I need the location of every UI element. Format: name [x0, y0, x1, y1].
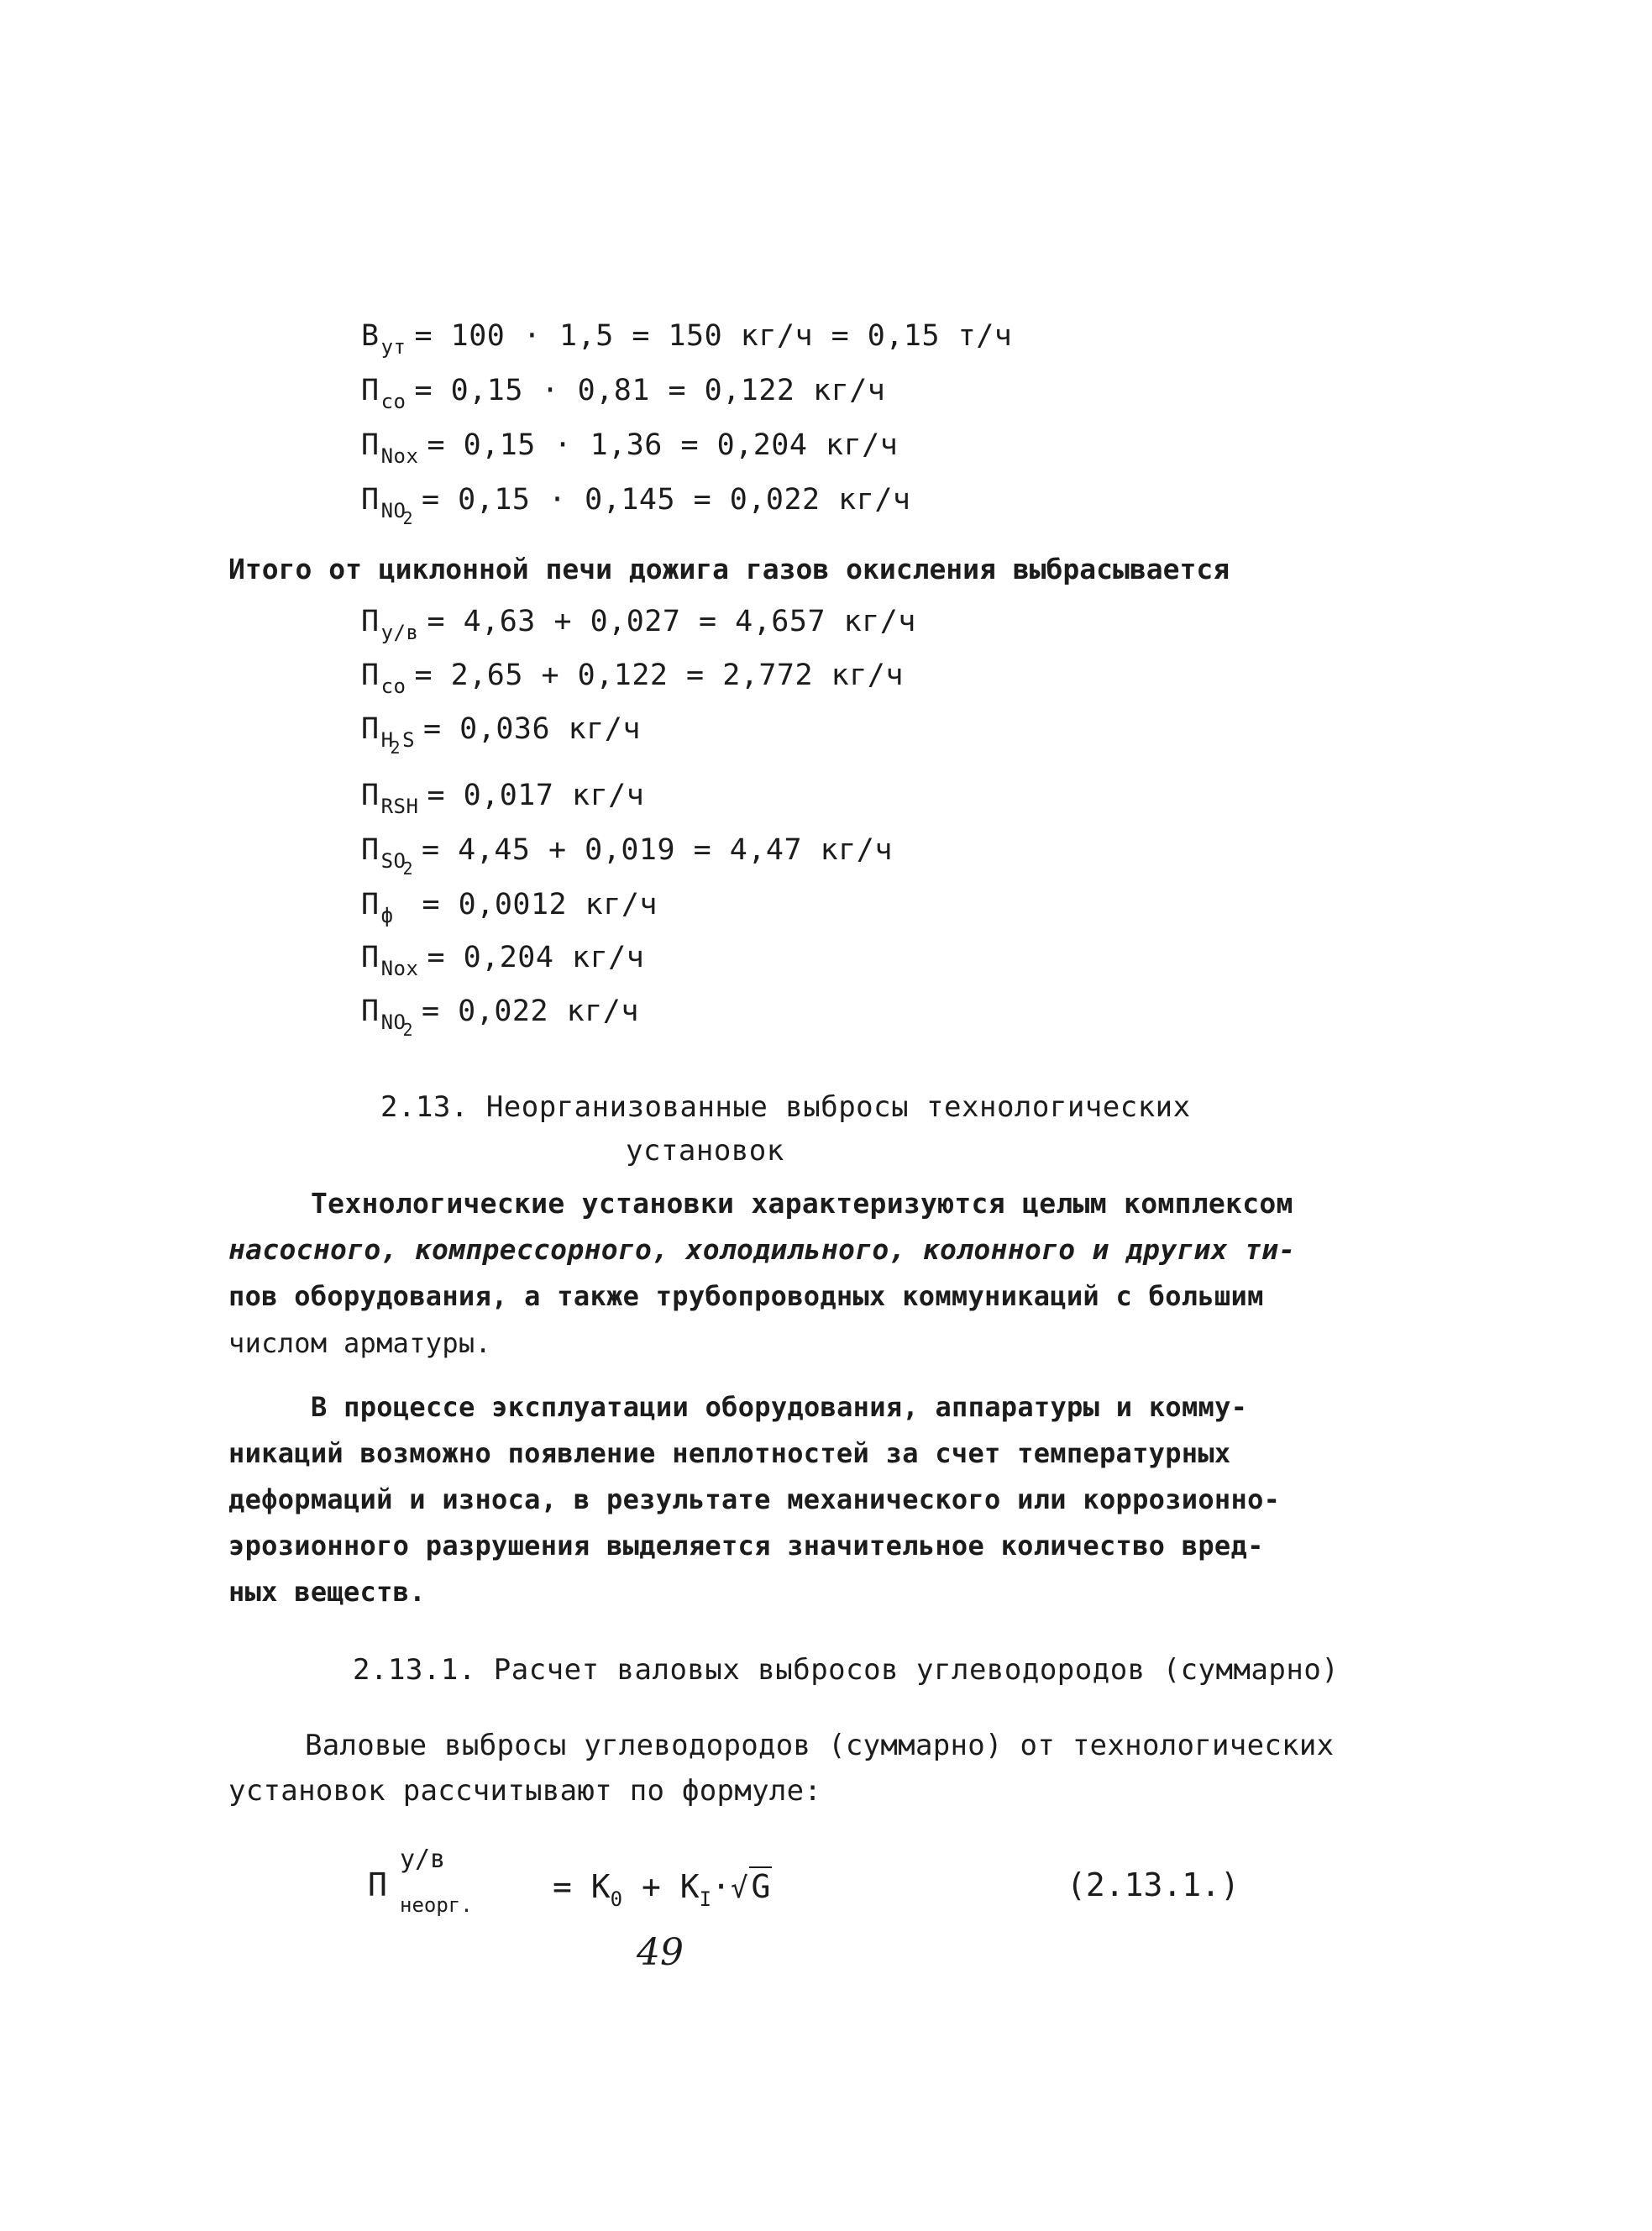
section-heading-line-1: 2.13. Неорганизованные выбросы технологических — [380, 1090, 1191, 1124]
summary-text: Итого от циклонной печи дожига газов окисления выбрасывается — [228, 553, 1230, 585]
paragraph-2-line-1: В процессе эксплуатации оборудования, аппаратуры и комму- — [311, 1391, 1248, 1423]
formula-p-no2-total — [361, 993, 639, 1040]
formula-symbol: П — [361, 483, 380, 517]
formula-expression: = 100 · 1,5 = 150 кг/ч = 0,15 т/ч — [414, 319, 1013, 353]
formula-subscript: у/в — [380, 621, 419, 644]
main-formula-sqrt-arg: G — [751, 1868, 771, 1905]
paragraph-2-line-4: эрозионного разрушения выделяется значительное количество вред- — [228, 1530, 1264, 1562]
main-formula-subscript: неорг. — [400, 1893, 473, 1917]
formula-expression: = 0,15 · 0,145 = 0,022 кг/ч — [422, 483, 911, 517]
equation-number: (2.13.1.) — [1067, 1866, 1240, 1903]
formula-p-f — [361, 886, 658, 926]
main-formula-symbol: П — [368, 1866, 387, 1903]
subsection-heading: 2.13.1. Расчет валовых выбросов углеводородов (суммарно) — [353, 1653, 1340, 1687]
paragraph-3-line-2: установок рассчитывают по формуле: — [228, 1774, 822, 1808]
formula-subscript: со — [380, 675, 406, 698]
paragraph-1-line-4: числом арматуры. — [228, 1327, 492, 1359]
formula-p-no2 — [361, 481, 911, 528]
section-heading-line-2: установок — [626, 1134, 784, 1168]
formula-p-h2s — [361, 711, 641, 758]
paragraph-2-line-3: деформаций и износа, в результате механического или коррозионно- — [228, 1483, 1281, 1515]
formula-subscript-tail: S — [402, 728, 416, 752]
formula-p-uv — [361, 603, 916, 643]
formula-symbol: В — [361, 319, 380, 353]
formula-expression: = 4,45 + 0,019 = 4,47 кг/ч — [422, 833, 893, 867]
page-number: 49 — [637, 1931, 684, 1974]
formula-p-nox — [361, 427, 898, 466]
main-formula-dot: · — [711, 1868, 731, 1905]
formula-symbol: П — [361, 428, 380, 462]
formula-expression: = 0,0012 кг/ч — [422, 888, 658, 921]
formula-p-co — [361, 372, 885, 412]
paragraph-1-line-2: насосного, компрессорного, холодильного, колонного и других ти- — [228, 1233, 1296, 1266]
formula-subscript: со — [380, 390, 406, 413]
formula-symbol: П — [361, 995, 380, 1028]
formula-expression: = 0,204 кг/ч — [427, 941, 645, 974]
formula-expression: = 2,65 + 0,122 = 2,772 кг/ч — [414, 659, 904, 692]
formula-subscript-2: 2 — [402, 508, 414, 528]
main-formula-k0-subscript: 0 — [610, 1887, 623, 1911]
main-formula-rhs — [553, 1866, 772, 1909]
main-formula-k0: = K — [553, 1868, 611, 1905]
formula-p-so2 — [361, 832, 893, 879]
paragraph-2-line-2: никаций возможно появление неплотностей за счет температурных — [228, 1437, 1231, 1469]
formula-expression: = 0,036 кг/ч — [423, 712, 641, 746]
formula-subscript: NО — [380, 1011, 406, 1034]
formula-symbol: П — [361, 374, 380, 407]
formula-expression: = 0,15 · 1,36 = 0,204 кг/ч — [427, 428, 899, 462]
main-formula — [368, 1845, 771, 1917]
formula-symbol: П — [361, 605, 380, 638]
sqrt-sign-icon: √ — [730, 1871, 748, 1905]
paragraph-1-line-1: Технологические установки характеризуются целым комплексом — [311, 1187, 1293, 1220]
formula-expression: = 0,022 кг/ч — [422, 995, 639, 1028]
formula-subscript: Nох — [380, 444, 419, 468]
formula-symbol: П — [361, 833, 380, 867]
formula-p-co-total — [361, 657, 904, 696]
formula-subscript-2: 2 — [390, 738, 401, 758]
formula-subscript: ф — [380, 904, 394, 927]
formula-subscript-2: 2 — [402, 858, 414, 879]
formula-subscript: ут — [380, 335, 406, 359]
formula-expression: = 4,63 + 0,027 = 4,657 кг/ч — [427, 605, 916, 638]
formula-subscript: Nох — [380, 957, 419, 980]
formula-symbol: П — [361, 779, 380, 812]
formula-symbol: П — [361, 712, 380, 746]
formula-subscript: SО — [380, 849, 406, 873]
formula-expression: = 0,017 кг/ч — [427, 779, 645, 812]
formula-symbol: П — [361, 941, 380, 974]
main-formula-k1-subscript: I — [699, 1887, 712, 1911]
formula-p-rsh — [361, 777, 644, 816]
main-formula-k1: + K — [622, 1868, 700, 1905]
formula-subscript: Н — [380, 728, 394, 752]
formula-subscript-2: 2 — [402, 1020, 414, 1040]
formula-subscript: NО — [380, 499, 406, 522]
formula-symbol: П — [361, 888, 380, 921]
formula-subscript: RSH — [380, 795, 419, 818]
formula-expression: = 0,15 · 0,81 = 0,122 кг/ч — [414, 374, 886, 407]
main-formula-superscript: у/в — [400, 1845, 446, 1874]
formula-p-nox-total — [361, 939, 644, 979]
formula-symbol: П — [361, 659, 380, 692]
formula-b-ut — [361, 318, 1012, 357]
paragraph-3-line-1: Валовые выбросы углеводородов (суммарно) от технологических — [305, 1729, 1335, 1762]
paragraph-2-line-5: ных веществ. — [228, 1576, 426, 1608]
paragraph-1-line-3: пов оборудования, а также трубопроводных коммуникаций с большим — [228, 1280, 1264, 1312]
